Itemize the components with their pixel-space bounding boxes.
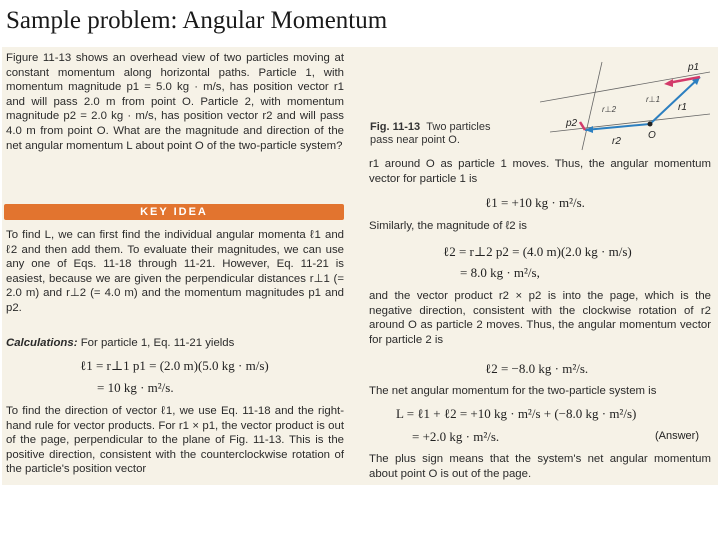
key-idea-banner: KEY IDEA xyxy=(4,204,344,220)
figure-caption xyxy=(370,121,540,147)
equation-net-l-line2: = +2.0 kg · m²/s. xyxy=(412,429,500,444)
caption-line2: pass near point O. xyxy=(370,134,460,146)
calculations-heading xyxy=(6,336,344,351)
label-p2: p2 xyxy=(566,118,578,129)
answer-tag: (Answer) xyxy=(655,430,700,442)
figure-diagram xyxy=(540,52,715,152)
equation-l2-line2: = 8.0 kg · m²/s, xyxy=(460,265,540,280)
calculations-label: Calculations: xyxy=(6,337,78,349)
right-text5: The plus sign means that the system's net angular momentum about point O is out of the page. xyxy=(369,453,711,480)
equation-l1-line2: = 10 kg · m²/s. xyxy=(97,380,174,395)
direction-text: To find the direction of vector ℓ1, we use Eq. 11-18 and the right-hand rule for vector products. For r1 × p1, the vector product is out of the page, perpendicular to the plane of Fig. 11-13. This is the positive direction, consistent with the counterclockwise rotation of the particle's position vector xyxy=(6,405,344,476)
label-r1: r1 xyxy=(678,102,687,113)
key-idea-text: To find L, we can first find the individual angular momenta ℓ1 and ℓ2 and then add them. To evaluate their magnitudes, we can use any one of Eqs. 11-18 through 11-21. However, Eq. 11-21 is easiest, because we are given the perpendicular distances r⊥1 (= 2.0 m) and r⊥2 (= 4.0 m) and the momentum magnitudes p1 and p2. xyxy=(6,229,344,314)
right-text3: and the vector product r2 × p2 is into the page, which is the negative direction, consistent with the clockwise rotation of r2 around O as particle 2 moves. Thus, the angular momentum vector for particle 2 is xyxy=(369,290,711,346)
perpendicular-line xyxy=(582,62,602,150)
right-text1: r1 around O as particle 1 moves. Thus, the angular momentum vector for particle 1 is xyxy=(369,158,711,185)
right-text4: The net angular momentum for the two-particle system is xyxy=(369,385,657,397)
point-o-dot xyxy=(648,122,653,127)
particle1-path-line xyxy=(540,72,710,102)
slide-title: Sample problem: Angular Momentum xyxy=(6,7,388,34)
equation-l2-final: ℓ2 = −8.0 kg · m²/s. xyxy=(485,361,589,376)
figure-number: Fig. 11-13 xyxy=(370,121,421,133)
equation-l2-line1: ℓ2 = r⊥2 p2 = (4.0 m)(2.0 kg · m/s) xyxy=(443,244,632,259)
label-p1: p1 xyxy=(688,62,700,73)
label-o: O xyxy=(648,130,656,141)
label-r-perp2: r⊥2 xyxy=(602,105,617,114)
label-r-perp1: r⊥1 xyxy=(646,95,661,104)
caption-line1: Two particles xyxy=(426,121,491,133)
equation-l1-line1: ℓ1 = r⊥1 p1 = (2.0 m)(5.0 kg · m/s) xyxy=(80,358,269,373)
calculations-intro: For particle 1, Eq. 11-21 yields xyxy=(80,337,235,349)
right-text2: Similarly, the magnitude of ℓ2 is xyxy=(369,220,527,232)
label-r2: r2 xyxy=(612,136,621,147)
equation-net-l-line1: L = ℓ1 + ℓ2 = +10 kg · m²/s + (−8.0 kg · m²/s) xyxy=(396,406,637,421)
equation-l1-result: ℓ1 = +10 kg · m²/s. xyxy=(485,195,585,210)
problem-statement: Figure 11-13 shows an overhead view of two particles moving at constant momentum along horizontal paths. Particle 1, with momentum magnitude p1 = 5.0 kg · m/s, has position vector r1 and will pass 2.0 m from point O. Particle 2, with momentum magnitude p2 = 2.0 kg · m/s, has position vector r2 and will pass 4.0 m from point O. What are the magnitude and direction of the net angular momentum L about point O of the two-particle system? xyxy=(6,52,344,152)
